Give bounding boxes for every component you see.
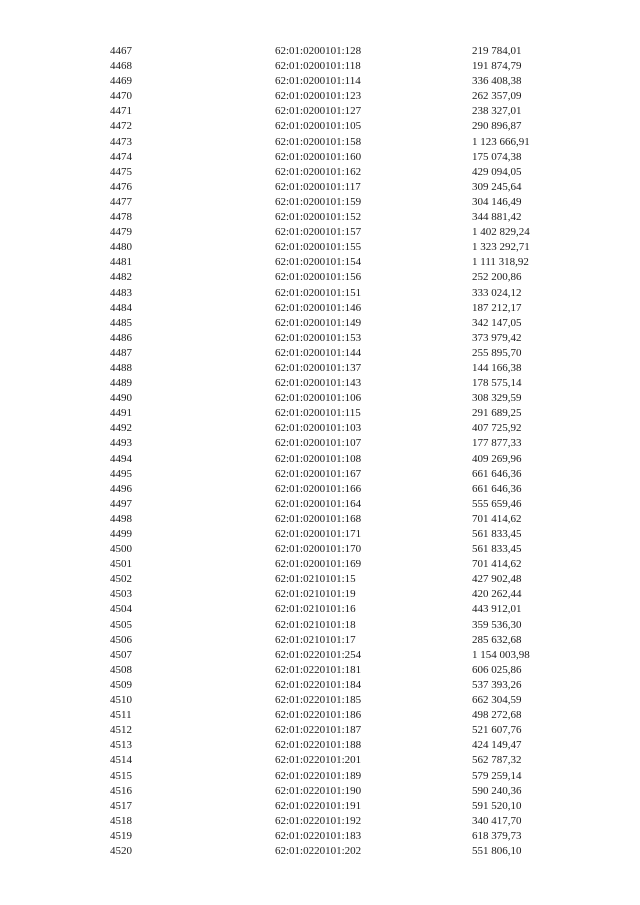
cadastral-value-cell: 309 245,64 <box>472 180 522 193</box>
cadastral-number-cell: 62:01:0200101:160 <box>275 150 362 163</box>
row-number-cell: 4477 <box>110 195 132 208</box>
row-number-cell: 4515 <box>110 769 132 782</box>
table-row <box>110 497 550 512</box>
row-number-cell: 4480 <box>110 241 132 254</box>
cadastral-number-cell: 62:01:0200101:107 <box>275 437 362 450</box>
row-number-cell: 4503 <box>110 588 132 601</box>
cadastral-value-cell: 290 896,87 <box>472 120 522 133</box>
table-row <box>110 527 550 542</box>
row-number-cell: 4478 <box>110 211 132 224</box>
cadastral-number-cell: 62:01:0200101:162 <box>275 165 362 178</box>
cadastral-value-cell: 561 833,45 <box>472 528 522 540</box>
row-number-cell: 4495 <box>110 467 132 480</box>
table-row <box>110 195 550 210</box>
table-row <box>110 633 550 648</box>
row-number-cell: 4484 <box>110 301 132 314</box>
cadastral-number-cell: 62:01:0210101:17 <box>275 633 356 646</box>
row-number-cell: 4497 <box>110 497 132 510</box>
table-row <box>110 693 550 708</box>
table-row <box>110 331 550 346</box>
cadastral-value-cell: 661 646,36 <box>472 467 522 480</box>
cadastral-value-cell: 407 725,92 <box>472 422 522 435</box>
cadastral-number-cell: 62:01:0200101:168 <box>275 512 362 525</box>
cadastral-number-cell: 62:01:0200101:106 <box>275 392 362 405</box>
cadastral-value-cell: 191 874,79 <box>472 60 522 73</box>
table-row <box>110 784 550 799</box>
row-number-cell: 4468 <box>110 60 132 73</box>
cadastral-value-cell: 144 166,38 <box>472 361 522 374</box>
cadastral-number-cell: 62:01:0200101:117 <box>275 180 361 193</box>
cadastral-number-cell: 62:01:0220101:187 <box>275 724 362 737</box>
cadastral-value-cell: 590 240,36 <box>472 784 522 797</box>
table-row <box>110 452 550 467</box>
cadastral-number-cell: 62:01:0220101:185 <box>275 694 362 707</box>
cadastral-value-cell: 219 784,01 <box>472 45 522 57</box>
table-row <box>110 361 550 376</box>
cadastral-number-cell: 62:01:0200101:171 <box>275 528 362 540</box>
table-row <box>110 119 550 134</box>
row-number-cell: 4487 <box>110 346 132 359</box>
cadastral-number-cell: 62:01:0210101:15 <box>275 573 356 586</box>
cadastral-number-cell: 62:01:0200101:137 <box>275 361 362 374</box>
cadastral-number-cell: 62:01:0220101:254 <box>275 648 362 661</box>
cadastral-value-cell: 1 402 829,24 <box>472 226 530 239</box>
cadastral-value-cell: 562 787,32 <box>472 754 522 767</box>
row-number-cell: 4488 <box>110 361 132 374</box>
row-number-cell: 4494 <box>110 452 132 465</box>
table-row <box>110 59 550 74</box>
cadastral-number-cell: 62:01:0200101:108 <box>275 452 362 465</box>
cadastral-number-cell: 62:01:0210101:18 <box>275 618 356 631</box>
table-row <box>110 286 550 301</box>
cadastral-number-cell: 62:01:0220101:183 <box>275 829 362 842</box>
cadastral-number-cell: 62:01:0200101:157 <box>275 226 362 239</box>
row-number-cell: 4514 <box>110 754 132 767</box>
cadastral-number-cell: 62:01:0210101:16 <box>275 603 356 616</box>
row-number-cell: 4516 <box>110 784 132 797</box>
row-number-cell: 4472 <box>110 120 132 133</box>
cadastral-value-cell: 1 123 666,91 <box>472 135 530 148</box>
row-number-cell: 4507 <box>110 648 132 661</box>
row-number-cell: 4509 <box>110 678 132 691</box>
cadastral-number-cell: 62:01:0220101:191 <box>275 799 362 812</box>
table-row <box>110 225 550 240</box>
cadastral-value-cell: 537 393,26 <box>472 678 522 691</box>
cadastral-number-cell: 62:01:0200101:115 <box>275 407 361 420</box>
row-number-cell: 4510 <box>110 694 132 707</box>
row-number-cell: 4492 <box>110 422 132 435</box>
table-row <box>110 814 550 829</box>
row-number-cell: 4518 <box>110 814 132 827</box>
cadastral-value-cell: 409 269,96 <box>472 452 522 465</box>
table-row <box>110 738 550 753</box>
cadastral-value-cell: 424 149,47 <box>472 739 522 752</box>
row-number-cell: 4520 <box>110 844 132 857</box>
table-row <box>110 829 550 844</box>
cadastral-number-cell: 62:01:0200101:105 <box>275 120 362 133</box>
cadastral-value-cell: 429 094,05 <box>472 165 522 178</box>
cadastral-value-cell: 555 659,46 <box>472 497 522 510</box>
row-number-cell: 4498 <box>110 512 132 525</box>
cadastral-number-cell: 62:01:0220101:184 <box>275 678 362 691</box>
table-row <box>110 270 550 285</box>
cadastral-value-cell: 579 259,14 <box>472 769 522 782</box>
row-number-cell: 4490 <box>110 392 132 405</box>
cadastral-value-cell: 521 607,76 <box>472 724 522 737</box>
table-row <box>110 316 550 331</box>
cadastral-number-cell: 62:01:0210101:19 <box>275 588 356 601</box>
table-row <box>110 723 550 738</box>
table-row <box>110 572 550 587</box>
cadastral-value-cell: 701 414,62 <box>472 558 522 571</box>
table-row <box>110 74 550 89</box>
cadastral-number-cell: 62:01:0220101:186 <box>275 709 362 722</box>
cadastral-value-cell: 238 327,01 <box>472 105 522 118</box>
table-row <box>110 391 550 406</box>
row-number-cell: 4501 <box>110 558 132 571</box>
cadastral-value-cell: 177 877,33 <box>472 437 522 450</box>
row-number-cell: 4483 <box>110 286 132 299</box>
cadastral-value-cell: 420 262,44 <box>472 588 522 601</box>
row-number-cell: 4486 <box>110 331 132 344</box>
cadastral-value-cell: 551 806,10 <box>472 844 522 857</box>
cadastral-number-cell: 62:01:0200101:153 <box>275 331 362 344</box>
cadastral-number-cell: 62:01:0220101:201 <box>275 754 362 767</box>
cadastral-value-cell: 618 379,73 <box>472 829 522 842</box>
cadastral-number-cell: 62:01:0220101:202 <box>275 844 362 857</box>
table-row <box>110 44 550 59</box>
table-row <box>110 678 550 693</box>
cadastral-value-cell: 342 147,05 <box>472 316 522 329</box>
cadastral-value-cell: 291 689,25 <box>472 407 522 420</box>
table-row <box>110 708 550 723</box>
table-row <box>110 482 550 497</box>
cadastral-value-cell: 187 212,17 <box>472 301 522 314</box>
cadastral-number-cell: 62:01:0220101:190 <box>275 784 362 797</box>
cadastral-number-cell: 62:01:0200101:128 <box>275 45 362 57</box>
table-row <box>110 587 550 602</box>
row-number-cell: 4511 <box>110 709 132 722</box>
table-row <box>110 150 550 165</box>
cadastral-value-cell: 606 025,86 <box>472 663 522 676</box>
cadastral-number-cell: 62:01:0200101:103 <box>275 422 362 435</box>
row-number-cell: 4493 <box>110 437 132 450</box>
cadastral-number-cell: 62:01:0200101:156 <box>275 271 362 284</box>
cadastral-number-cell: 62:01:0200101:127 <box>275 105 362 118</box>
table-row <box>110 557 550 572</box>
cadastral-value-cell: 340 417,70 <box>472 814 522 827</box>
cadastral-value-cell: 661 646,36 <box>472 482 522 495</box>
cadastral-value-cell: 336 408,38 <box>472 75 522 88</box>
cadastral-number-cell: 62:01:0200101:144 <box>275 346 362 359</box>
cadastral-value-cell: 662 304,59 <box>472 694 522 707</box>
row-number-cell: 4482 <box>110 271 132 284</box>
table-row <box>110 602 550 617</box>
table-row <box>110 180 550 195</box>
row-number-cell: 4512 <box>110 724 132 737</box>
cadastral-number-cell: 62:01:0200101:164 <box>275 497 362 510</box>
row-number-cell: 4519 <box>110 829 132 842</box>
cadastral-value-cell: 262 357,09 <box>472 90 522 103</box>
cadastral-value-cell: 1 323 292,71 <box>472 241 530 254</box>
row-number-cell: 4506 <box>110 633 132 646</box>
table-row <box>110 255 550 270</box>
cadastral-value-cell: 701 414,62 <box>472 512 522 525</box>
cadastral-value-cell: 561 833,45 <box>472 543 522 556</box>
cadastral-value-cell: 591 520,10 <box>472 799 522 812</box>
row-number-cell: 4508 <box>110 663 132 676</box>
table-row <box>110 210 550 225</box>
cadastral-number-cell: 62:01:0200101:149 <box>275 316 362 329</box>
cadastral-value-cell: 285 632,68 <box>472 633 522 646</box>
cadastral-number-cell: 62:01:0200101:154 <box>275 256 362 269</box>
cadastral-number-cell: 62:01:0200101:123 <box>275 90 362 103</box>
row-number-cell: 4499 <box>110 528 132 540</box>
cadastral-value-cell: 1 111 318,92 <box>472 256 529 269</box>
table-row <box>110 421 550 436</box>
table-row <box>110 346 550 361</box>
row-number-cell: 4513 <box>110 739 132 752</box>
cadastral-value-cell: 427 902,48 <box>472 573 522 586</box>
row-number-cell: 4470 <box>110 90 132 103</box>
table-row <box>110 165 550 180</box>
cadastral-number-cell: 62:01:0200101:159 <box>275 195 362 208</box>
cadastral-value-cell: 443 912,01 <box>472 603 522 616</box>
cadastral-value-cell: 498 272,68 <box>472 709 522 722</box>
row-number-cell: 4479 <box>110 226 132 239</box>
table-row <box>110 648 550 663</box>
row-number-cell: 4500 <box>110 543 132 556</box>
cadastral-number-cell: 62:01:0200101:167 <box>275 467 362 480</box>
row-number-cell: 4474 <box>110 150 132 163</box>
cadastral-number-cell: 62:01:0200101:146 <box>275 301 362 314</box>
row-number-cell: 4469 <box>110 75 132 88</box>
row-number-cell: 4496 <box>110 482 132 495</box>
table-row <box>110 844 550 859</box>
cadastral-number-cell: 62:01:0200101:158 <box>275 135 362 148</box>
table-row <box>110 542 550 557</box>
table-row <box>110 89 550 104</box>
cadastral-value-cell: 175 074,38 <box>472 150 522 163</box>
cadastral-value-cell: 359 536,30 <box>472 618 522 631</box>
cadastral-value-cell: 308 329,59 <box>472 392 522 405</box>
cadastral-value-cell: 344 881,42 <box>472 211 522 224</box>
cadastral-value-cell: 252 200,86 <box>472 271 522 284</box>
row-number-cell: 4489 <box>110 377 132 390</box>
cadastral-number-cell: 62:01:0220101:188 <box>275 739 362 752</box>
cadastral-number-cell: 62:01:0200101:169 <box>275 558 362 571</box>
row-number-cell: 4467 <box>110 45 132 57</box>
cadastral-number-cell: 62:01:0220101:192 <box>275 814 362 827</box>
row-number-cell: 4481 <box>110 256 132 269</box>
table-row <box>110 436 550 451</box>
row-number-cell: 4476 <box>110 180 132 193</box>
table-row <box>110 618 550 633</box>
table-row <box>110 240 550 255</box>
cadastral-number-cell: 62:01:0200101:166 <box>275 482 362 495</box>
cadastral-number-cell: 62:01:0200101:152 <box>275 211 362 224</box>
cadastral-value-cell: 373 979,42 <box>472 331 522 344</box>
table-row <box>110 663 550 678</box>
cadastral-number-cell: 62:01:0200101:170 <box>275 543 362 556</box>
cadastral-number-cell: 62:01:0220101:181 <box>275 663 362 676</box>
cadastral-value-cell: 304 146,49 <box>472 195 522 208</box>
cadastral-number-cell: 62:01:0200101:118 <box>275 60 361 73</box>
cadastral-number-cell: 62:01:0200101:114 <box>275 75 361 88</box>
row-number-cell: 4485 <box>110 316 132 329</box>
table-row <box>110 104 550 119</box>
table-row <box>110 406 550 421</box>
row-number-cell: 4471 <box>110 105 132 118</box>
cadastral-value-cell: 255 895,70 <box>472 346 522 359</box>
row-number-cell: 4473 <box>110 135 132 148</box>
cadastral-number-cell: 62:01:0200101:151 <box>275 286 362 299</box>
table-row <box>110 753 550 768</box>
cadastral-value-cell: 178 575,14 <box>472 377 522 390</box>
cadastral-number-cell: 62:01:0200101:155 <box>275 241 362 254</box>
table-row <box>110 512 550 527</box>
row-number-cell: 4505 <box>110 618 132 631</box>
row-number-cell: 4491 <box>110 407 132 420</box>
table-row <box>110 301 550 316</box>
cadastral-number-cell: 62:01:0220101:189 <box>275 769 362 782</box>
table-row <box>110 769 550 784</box>
row-number-cell: 4502 <box>110 573 132 586</box>
row-number-cell: 4475 <box>110 165 132 178</box>
table-row <box>110 376 550 391</box>
table-row <box>110 135 550 150</box>
cadastral-value-table <box>110 44 550 859</box>
table-row <box>110 799 550 814</box>
cadastral-number-cell: 62:01:0200101:143 <box>275 377 362 390</box>
row-number-cell: 4517 <box>110 799 132 812</box>
table-row <box>110 467 550 482</box>
cadastral-value-cell: 1 154 003,98 <box>472 648 530 661</box>
cadastral-value-cell: 333 024,12 <box>472 286 522 299</box>
row-number-cell: 4504 <box>110 603 132 616</box>
